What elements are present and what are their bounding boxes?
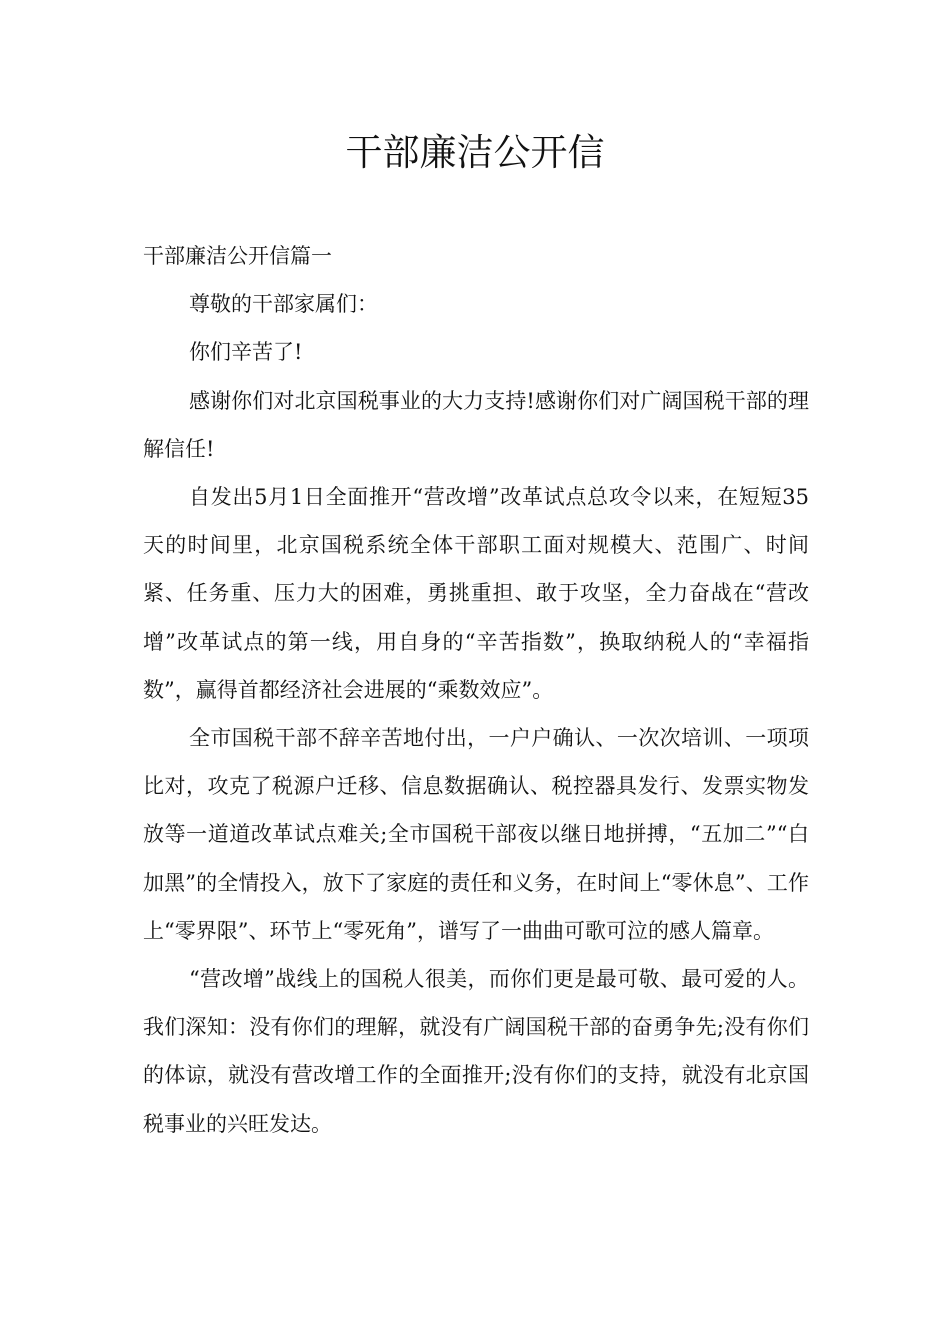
paragraph: “营改增”战线上的国税人很美，而你们更是最可敬、最可爱的人。我们深知：没有你们的理解，就没有广阔国税干部的奋勇争先;没有你们的体谅，就没有营改增工作的全面推开;没有你们的支持，就没有北京国税事业的兴旺发达。: [143, 967, 809, 1136]
greeting: 你们辛苦了!: [189, 340, 303, 365]
document-title: 干部廉洁公开信: [345, 131, 605, 174]
paragraph: 自发出5月1日全面推开“营改增”改革试点总攻令以来，在短短35天的时间里，北京国税系统全体干部职工面对规模大、范围广、时间紧、任务重、压力大的困难，勇挑重担、敢于攻坚，全力奋战在“营改增”改革试点的第一线，用自身的“辛苦指数”，换取纳税人的“幸福指数”，赢得首都经济社会进展的“乘数效应”。: [143, 485, 809, 702]
section-heading: 干部廉洁公开信篇一: [143, 244, 332, 268]
salutation: 尊敬的干部家属们：: [189, 292, 378, 317]
paragraph: 全市国税干部不辞辛苦地付出，一户户确认、一次次培训、一项项比对，攻克了税源户迁移、信息数据确认、税控器具发行、发票实物发放等一道道改革试点难关;全市国税干部夜以继日地拼搏，“五加二”“白加黑”的全情投入，放下了家庭的责任和义务，在时间上“零休息”、工作上“零界限”、环节上“零死角”，谱写了一曲曲可歌可泣的感人篇章。: [143, 726, 809, 943]
paragraph: 感谢你们对北京国税事业的大力支持!感谢你们对广阔国税干部的理解信任!: [143, 388, 809, 461]
document-body: [143, 232, 809, 1148]
